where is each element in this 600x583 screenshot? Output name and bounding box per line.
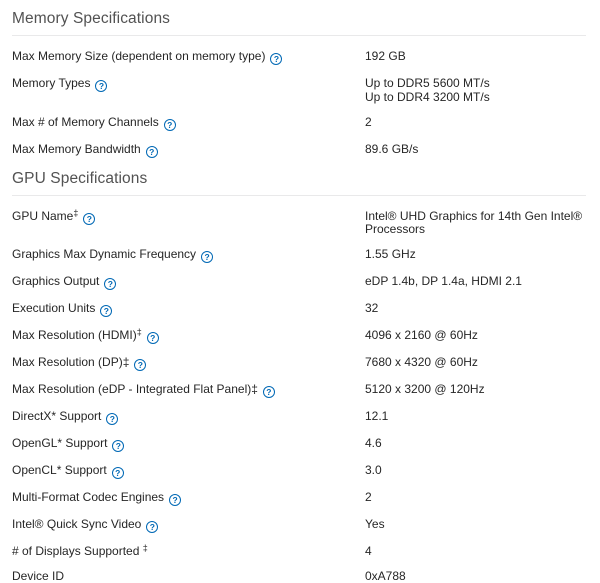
spec-value (365, 545, 586, 558)
spec-value (365, 570, 586, 583)
spec-value-line: 0xA788 (365, 569, 406, 583)
help-tooltip-icon[interactable]: ? (106, 413, 118, 425)
spec-value-line: 5120 x 3200 @ 120Hz (365, 382, 485, 396)
help-tooltip-icon[interactable]: ? (201, 251, 213, 263)
footnote-dagger: ‡ (142, 543, 148, 553)
spec-value (365, 383, 586, 396)
spec-value-line: 12.1 (365, 409, 389, 423)
spec-label-text: DirectX* Support (12, 409, 102, 423)
spec-label (12, 356, 365, 371)
spec-label (12, 143, 365, 158)
spec-row (12, 410, 586, 425)
spec-value-line: Yes (365, 517, 385, 531)
spec-label (12, 545, 365, 558)
spec-row (12, 302, 586, 317)
help-tooltip-icon[interactable]: ? (147, 332, 159, 344)
spec-value-line: Up to DDR4 3200 MT/s (365, 90, 490, 104)
spec-label-text: Intel® Quick Sync Video (12, 517, 142, 531)
spec-label (12, 116, 365, 131)
spec-label (12, 518, 365, 533)
spec-value-line: 3.0 (365, 463, 382, 477)
spec-value-line: 4 (365, 544, 372, 558)
spec-value-line: Up to DDR5 5600 MT/s (365, 76, 490, 90)
spec-value (365, 356, 586, 369)
help-tooltip-icon[interactable]: ? (112, 467, 124, 479)
spec-label (12, 491, 365, 506)
spec-row (12, 383, 586, 398)
spec-value (365, 77, 586, 104)
help-tooltip-icon[interactable]: ? (164, 119, 176, 131)
footnote-dagger: ‡ (73, 208, 79, 218)
spec-value (365, 329, 586, 342)
spec-value-line: 1.55 GHz (365, 247, 416, 261)
memory-specifications-section (12, 10, 586, 158)
help-tooltip-icon[interactable]: ? (112, 440, 124, 452)
help-tooltip-icon[interactable]: ? (263, 386, 275, 398)
spec-row (12, 77, 586, 104)
spec-label (12, 302, 365, 317)
section-title-memory: Memory Specifications (12, 10, 586, 36)
spec-label-text: Memory Types (12, 76, 91, 90)
spec-row (12, 143, 586, 158)
spec-value-line: 2 (365, 490, 372, 504)
spec-row (12, 464, 586, 479)
help-tooltip-icon[interactable]: ? (134, 359, 146, 371)
memory-spec-rows (12, 50, 586, 158)
spec-row (12, 437, 586, 452)
spec-label (12, 50, 365, 65)
spec-value-line: 4096 x 2160 @ 60Hz (365, 328, 478, 342)
gpu-specifications-section (12, 170, 586, 583)
spec-label-text: Execution Units (12, 301, 96, 315)
spec-label-text: Max Resolution (DP)‡ (12, 355, 130, 369)
spec-label (12, 383, 365, 398)
spec-label-text: Graphics Output (12, 274, 100, 288)
spec-value-line: 7680 x 4320 @ 60Hz (365, 355, 478, 369)
spec-row (12, 210, 586, 236)
spec-value (365, 248, 586, 261)
spec-value (365, 116, 586, 129)
gpu-spec-rows (12, 210, 586, 583)
help-tooltip-icon[interactable]: ? (104, 278, 116, 290)
spec-label-text: Max Resolution (eDP - Integrated Flat Panel)‡ (12, 382, 258, 396)
help-tooltip-icon[interactable]: ? (83, 213, 95, 225)
spec-label-text: Max Resolution (HDMI) (12, 328, 137, 342)
spec-label-text: # of Displays Supported (12, 544, 143, 558)
spec-label (12, 464, 365, 479)
spec-value (365, 491, 586, 504)
spec-row (12, 248, 586, 263)
spec-label (12, 77, 365, 92)
spec-value (365, 50, 586, 63)
spec-label (12, 410, 365, 425)
spec-label (12, 570, 365, 583)
spec-row (12, 491, 586, 506)
spec-label-text: Graphics Max Dynamic Frequency (12, 247, 197, 261)
spec-row (12, 356, 586, 371)
spec-row (12, 545, 586, 558)
section-title-gpu: GPU Specifications (12, 170, 586, 196)
spec-label (12, 248, 365, 263)
spec-label (12, 329, 365, 344)
spec-row (12, 50, 586, 65)
help-tooltip-icon[interactable]: ? (100, 305, 112, 317)
spec-value-line: eDP 1.4b, DP 1.4a, HDMI 2.1 (365, 274, 522, 288)
spec-label-text: Max Memory Bandwidth (12, 142, 141, 156)
spec-label-text: Max Memory Size (dependent on memory type) (12, 49, 266, 63)
spec-row (12, 329, 586, 344)
help-tooltip-icon[interactable]: ? (146, 521, 158, 533)
spec-value (365, 210, 586, 236)
spec-value-line: 192 GB (365, 49, 406, 63)
spec-value (365, 410, 586, 423)
spec-row (12, 275, 586, 290)
help-tooltip-icon[interactable]: ? (169, 494, 181, 506)
spec-label (12, 437, 365, 452)
spec-label-text: Multi-Format Codec Engines (12, 490, 165, 504)
spec-value-line: 32 (365, 301, 379, 315)
spec-label-text: GPU Name (12, 209, 74, 223)
spec-label-text: OpenCL* Support (12, 463, 107, 477)
spec-row (12, 518, 586, 533)
spec-value (365, 275, 586, 288)
spec-value-line: Intel® UHD Graphics for 14th Gen Intel® Processors (365, 209, 583, 236)
spec-value (365, 143, 586, 156)
help-tooltip-icon[interactable]: ? (95, 80, 107, 92)
help-tooltip-icon[interactable]: ? (146, 146, 158, 158)
spec-label (12, 275, 365, 290)
spec-value (365, 464, 586, 477)
spec-row (12, 116, 586, 131)
spec-value-line: 4.6 (365, 436, 382, 450)
spec-label-text: Device ID (12, 569, 65, 583)
spec-value-line: 89.6 GB/s (365, 142, 419, 156)
spec-row (12, 570, 586, 583)
spec-value-line: 2 (365, 115, 372, 129)
spec-value (365, 518, 586, 531)
footnote-dagger: ‡ (136, 327, 142, 337)
help-tooltip-icon[interactable]: ? (270, 53, 282, 65)
spec-label-text: OpenGL* Support (12, 436, 108, 450)
spec-value (365, 302, 586, 315)
spec-label-text: Max # of Memory Channels (12, 115, 159, 129)
spec-value (365, 437, 586, 450)
spec-label (12, 210, 365, 225)
